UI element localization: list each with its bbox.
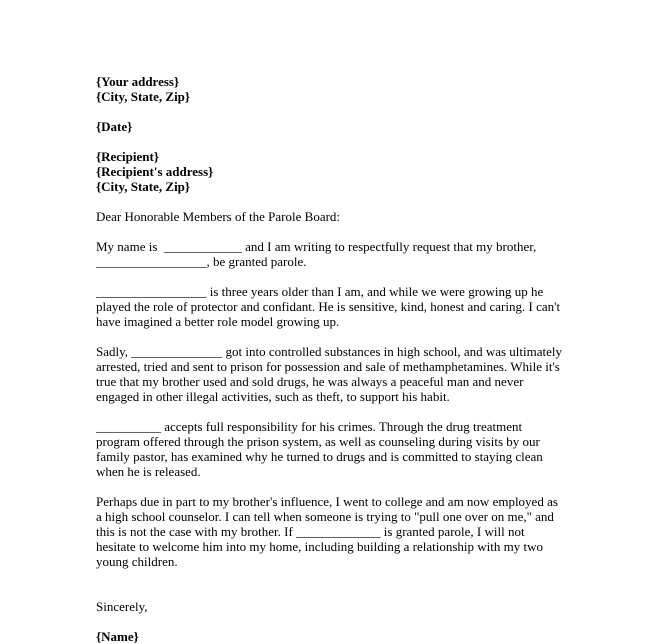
signature-name: {Name} (96, 629, 139, 644)
recipient-name: {Recipient} (96, 149, 159, 164)
paragraph-support (96, 494, 566, 569)
sender-address: {Your address} (96, 74, 180, 89)
closing: Sincerely, (96, 599, 148, 614)
paragraph-line: Perhaps due in part to my brother's influence, I went to college and am now employed as (96, 494, 558, 509)
recipient-city-state-zip: {City, State, Zip} (96, 179, 191, 194)
paragraph-line: hesitate to welcome him into my home, including building a relationship with my two (96, 539, 543, 554)
paragraph-rehabilitation (96, 419, 566, 479)
paragraph-line: played the role of protector and confidant. He is sensitive, kind, honest and caring. I can't (96, 299, 561, 314)
recipient-block (96, 149, 566, 194)
paragraph-relationship (96, 284, 566, 329)
paragraph-line: arrested, tried and sent to prison for possession and sale of methamphetamines. While it's (96, 359, 560, 374)
paragraph-line: a high school counselor. I can tell when someone is trying to "pull one over on me," and (96, 509, 554, 524)
signature-block (96, 629, 566, 644)
paragraph-line: Sadly, ______________ got into controlled substances in high school, and was ultimately (96, 344, 563, 359)
date-block (96, 119, 566, 134)
paragraph-line: My name is ____________ and I am writing to respectfully request that my brother, (96, 239, 537, 254)
salutation: Dear Honorable Members of the Parole Board: (96, 209, 341, 224)
paragraph-request (96, 239, 566, 269)
paragraph-line: have imagined a better role model growing up. (96, 314, 340, 329)
paragraph-line: __________ accepts full responsibility for his crimes. Through the drug treatment (96, 419, 523, 434)
salutation-block (96, 209, 566, 224)
sender-block (96, 74, 566, 104)
paragraph-line: true that my brother used and sold drugs, he was always a peaceful man and never (96, 374, 524, 389)
paragraph-line: engaged in other illegal activities, such as theft, to support his habit. (96, 389, 450, 404)
closing-block (96, 599, 566, 614)
paragraph-line: when he is released. (96, 464, 201, 479)
paragraph-line: family pastor, has examined why he turned to drugs and is committed to staying clean (96, 449, 543, 464)
paragraph-line: this is not the case with my brother. If _____________ is granted parole, I will not (96, 524, 525, 539)
letter-page (96, 74, 566, 644)
paragraph-line: program offered through the prison system, as well as counseling during visits by our (96, 434, 540, 449)
paragraph-line: young children. (96, 554, 178, 569)
sender-city-state-zip: {City, State, Zip} (96, 89, 191, 104)
recipient-address: {Recipient's address} (96, 164, 214, 179)
letter-date: {Date} (96, 119, 133, 134)
paragraph-line: _________________ is three years older than I am, and while we were growing up he (96, 284, 544, 299)
paragraph-line: _________________, be granted parole. (96, 254, 307, 269)
paragraph-offense (96, 344, 566, 404)
